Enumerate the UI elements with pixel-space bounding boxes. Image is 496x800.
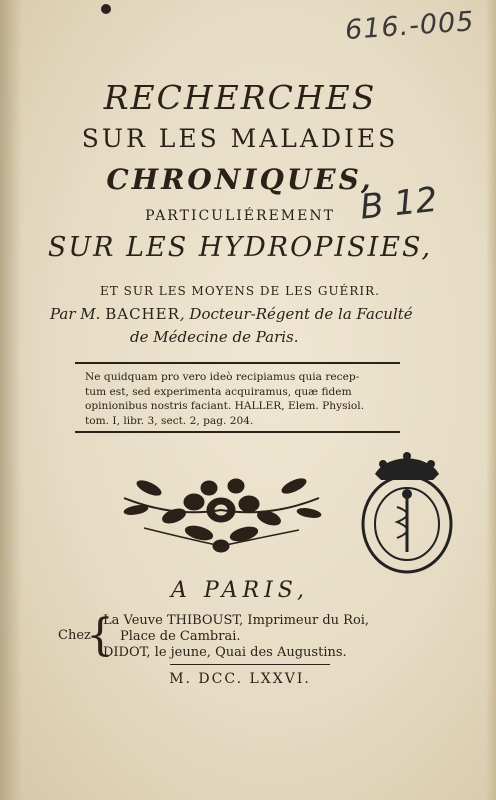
epigraph-rule-top	[75, 362, 400, 364]
imprint-chez: Chez	[58, 628, 91, 643]
imprint-place: A PARIS,	[170, 578, 310, 603]
epigraph-line: tom. I, libr. 3, sect. 2, pag. 204.	[85, 414, 254, 427]
title-line-3: CHRONIQUES,	[106, 163, 374, 196]
author-prefix: Par M.	[50, 305, 101, 323]
title-line-2: SUR LES MALADIES	[81, 124, 399, 153]
author-role: , Docteur-Régent de la Faculté	[179, 305, 413, 323]
imprint-date: M. DCC. LXXVI.	[169, 671, 311, 687]
epigraph-line: opinionibus nostris faciant. HALLER, Elem. Physiol.	[85, 400, 365, 412]
imprint-rule	[170, 664, 330, 665]
epigraph-line: Ne quidquam pro vero ideò recipiamus quia recep-	[85, 371, 360, 383]
floral-ornament-icon	[114, 458, 329, 558]
spine-shadow	[0, 0, 22, 800]
publisher-1-address: Place de Cambrai.	[120, 629, 241, 644]
epigraph-line: tum est, sed experimenta acquiramus, quæ fidem	[85, 385, 352, 398]
publisher-2: DIDOT, le jeune, Quai des Augustins.	[103, 645, 347, 660]
author-faculty: de Médecine de Paris.	[130, 328, 299, 346]
library-seal-stamp-icon	[353, 452, 461, 577]
epigraph-rule-bottom	[75, 431, 400, 433]
page-edge	[486, 0, 496, 800]
title-line-6: ET SUR LES MOYENS DE LES GUÉRIR.	[100, 284, 380, 298]
author-line	[50, 305, 450, 323]
title-line-4: PARTICULIÉREMENT	[145, 208, 335, 224]
title-line-1: RECHERCHES	[103, 78, 377, 117]
title-line-5: SUR LES HYDROPISIES,	[47, 232, 433, 263]
handwritten-call-number: B 12	[358, 179, 440, 228]
handwritten-shelfmark: 616.-005	[344, 6, 476, 47]
publisher-1: La Veuve THIBOUST, Imprimeur du Roi,	[103, 613, 370, 628]
author-name: BACHER	[105, 305, 180, 323]
paper-hole	[101, 4, 111, 14]
brace-icon: {	[86, 610, 114, 661]
epigraph	[85, 370, 395, 428]
